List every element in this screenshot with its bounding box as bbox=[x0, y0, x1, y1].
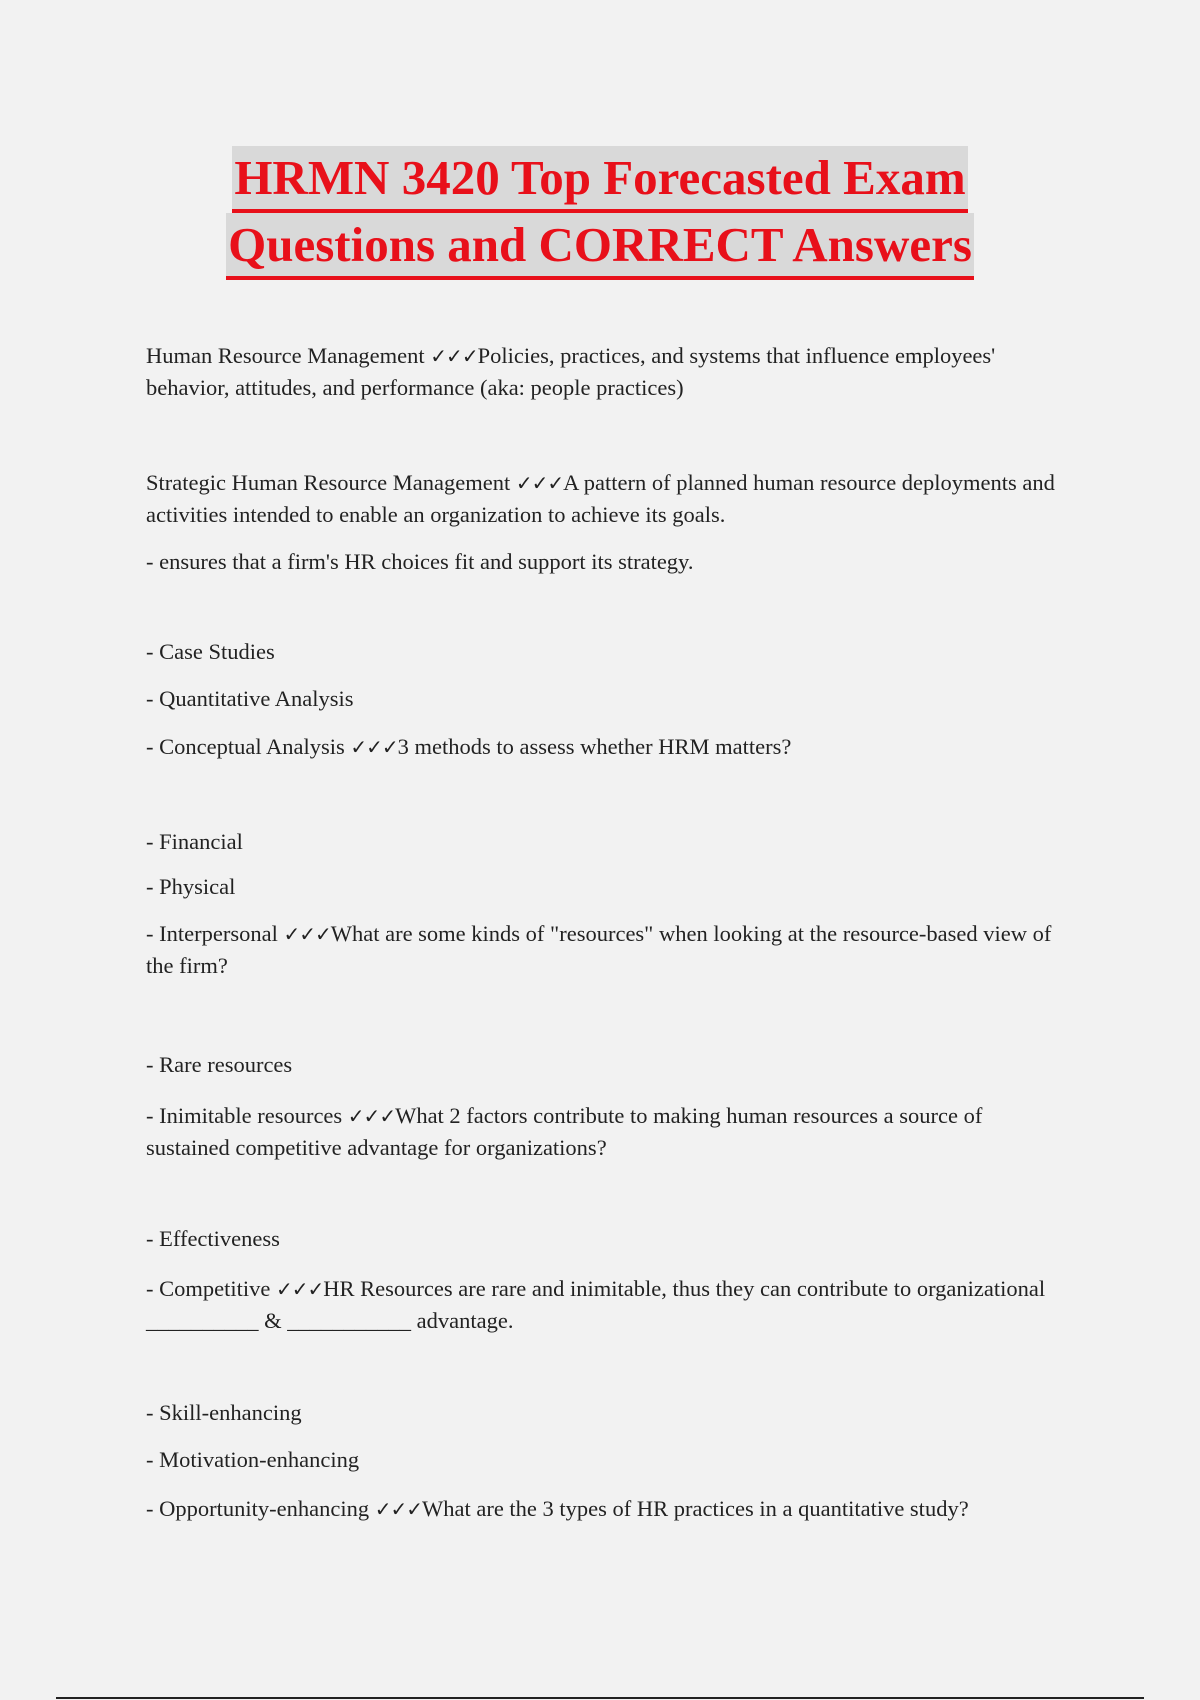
answer-text: - Inimitable resources bbox=[146, 1103, 348, 1128]
answer-line: - Skill-enhancing bbox=[146, 1400, 302, 1425]
question-text: HR Resources are rare and inimitable, thus they can contribute to organizational __________ & ___________ advantage. bbox=[146, 1276, 1046, 1333]
question-text: A pattern of planned human resource deployments and activities intended to enable an organization to achieve its goals. bbox=[146, 470, 1055, 527]
qa-entry bbox=[146, 1397, 1066, 1525]
title-line-2: Questions and CORRECT Answers bbox=[226, 213, 974, 280]
answer-text: - Interpersonal bbox=[146, 921, 284, 946]
answer-line: - Quantitative Analysis bbox=[146, 686, 354, 711]
qa-entry bbox=[146, 467, 1066, 577]
question-text: What are some kinds of "resources" when looking at the resource-based view of the firm? bbox=[146, 921, 1052, 978]
question-text: 3 methods to assess whether HRM matters? bbox=[397, 734, 792, 759]
check-mark-icon: ✓✓✓ bbox=[350, 735, 398, 759]
question-text: What 2 factors contribute to making human resources a source of sustained competitive advantage for organizations? bbox=[146, 1103, 983, 1160]
answer-line: - Financial bbox=[146, 829, 243, 854]
qa-line bbox=[146, 731, 1066, 763]
qa-entry bbox=[146, 1049, 1066, 1163]
qa-line bbox=[146, 918, 1066, 981]
check-mark-icon: ✓✓✓ bbox=[430, 344, 478, 368]
qa-entry bbox=[146, 826, 1066, 981]
qa-line bbox=[146, 1493, 1066, 1525]
check-mark-icon: ✓✓✓ bbox=[283, 922, 331, 946]
question-text: Policies, practices, and systems that influence employees' behavior, attitudes, and performance (aka: people practices) bbox=[146, 343, 996, 400]
answer-text: - Competitive bbox=[146, 1276, 276, 1301]
qa-line bbox=[146, 467, 1066, 530]
qa-entry bbox=[146, 1223, 1066, 1336]
answer-line: - Rare resources bbox=[146, 1052, 293, 1077]
check-mark-icon: ✓✓✓ bbox=[347, 1104, 396, 1128]
answer-text: Human Resource Management bbox=[146, 343, 431, 368]
answer-text: - Conceptual Analysis bbox=[146, 734, 351, 759]
qa-entry bbox=[146, 636, 1066, 763]
qa-line bbox=[146, 1273, 1066, 1336]
answer-line: - Physical bbox=[146, 874, 236, 899]
question-text: What are the 3 types of HR practices in a quantitative study? bbox=[421, 1496, 969, 1521]
document-title bbox=[200, 146, 1000, 280]
check-mark-icon: ✓✓✓ bbox=[515, 471, 564, 495]
answer-line: - ensures that a firm's HR choices fit and support its strategy. bbox=[146, 549, 694, 574]
footer-divider bbox=[56, 1697, 1144, 1699]
qa-line bbox=[146, 340, 1066, 403]
title-line-1: HRMN 3420 Top Forecasted Exam bbox=[232, 146, 967, 213]
answer-line: - Case Studies bbox=[146, 639, 275, 664]
answer-text: - Opportunity-enhancing bbox=[146, 1496, 375, 1521]
check-mark-icon: ✓✓✓ bbox=[374, 1497, 422, 1521]
qa-entry bbox=[146, 340, 1066, 403]
check-mark-icon: ✓✓✓ bbox=[275, 1277, 324, 1301]
answer-line: - Effectiveness bbox=[146, 1226, 280, 1251]
answer-text: Strategic Human Resource Management bbox=[146, 470, 516, 495]
qa-line bbox=[146, 1100, 1066, 1163]
answer-line: - Motivation-enhancing bbox=[146, 1447, 360, 1472]
